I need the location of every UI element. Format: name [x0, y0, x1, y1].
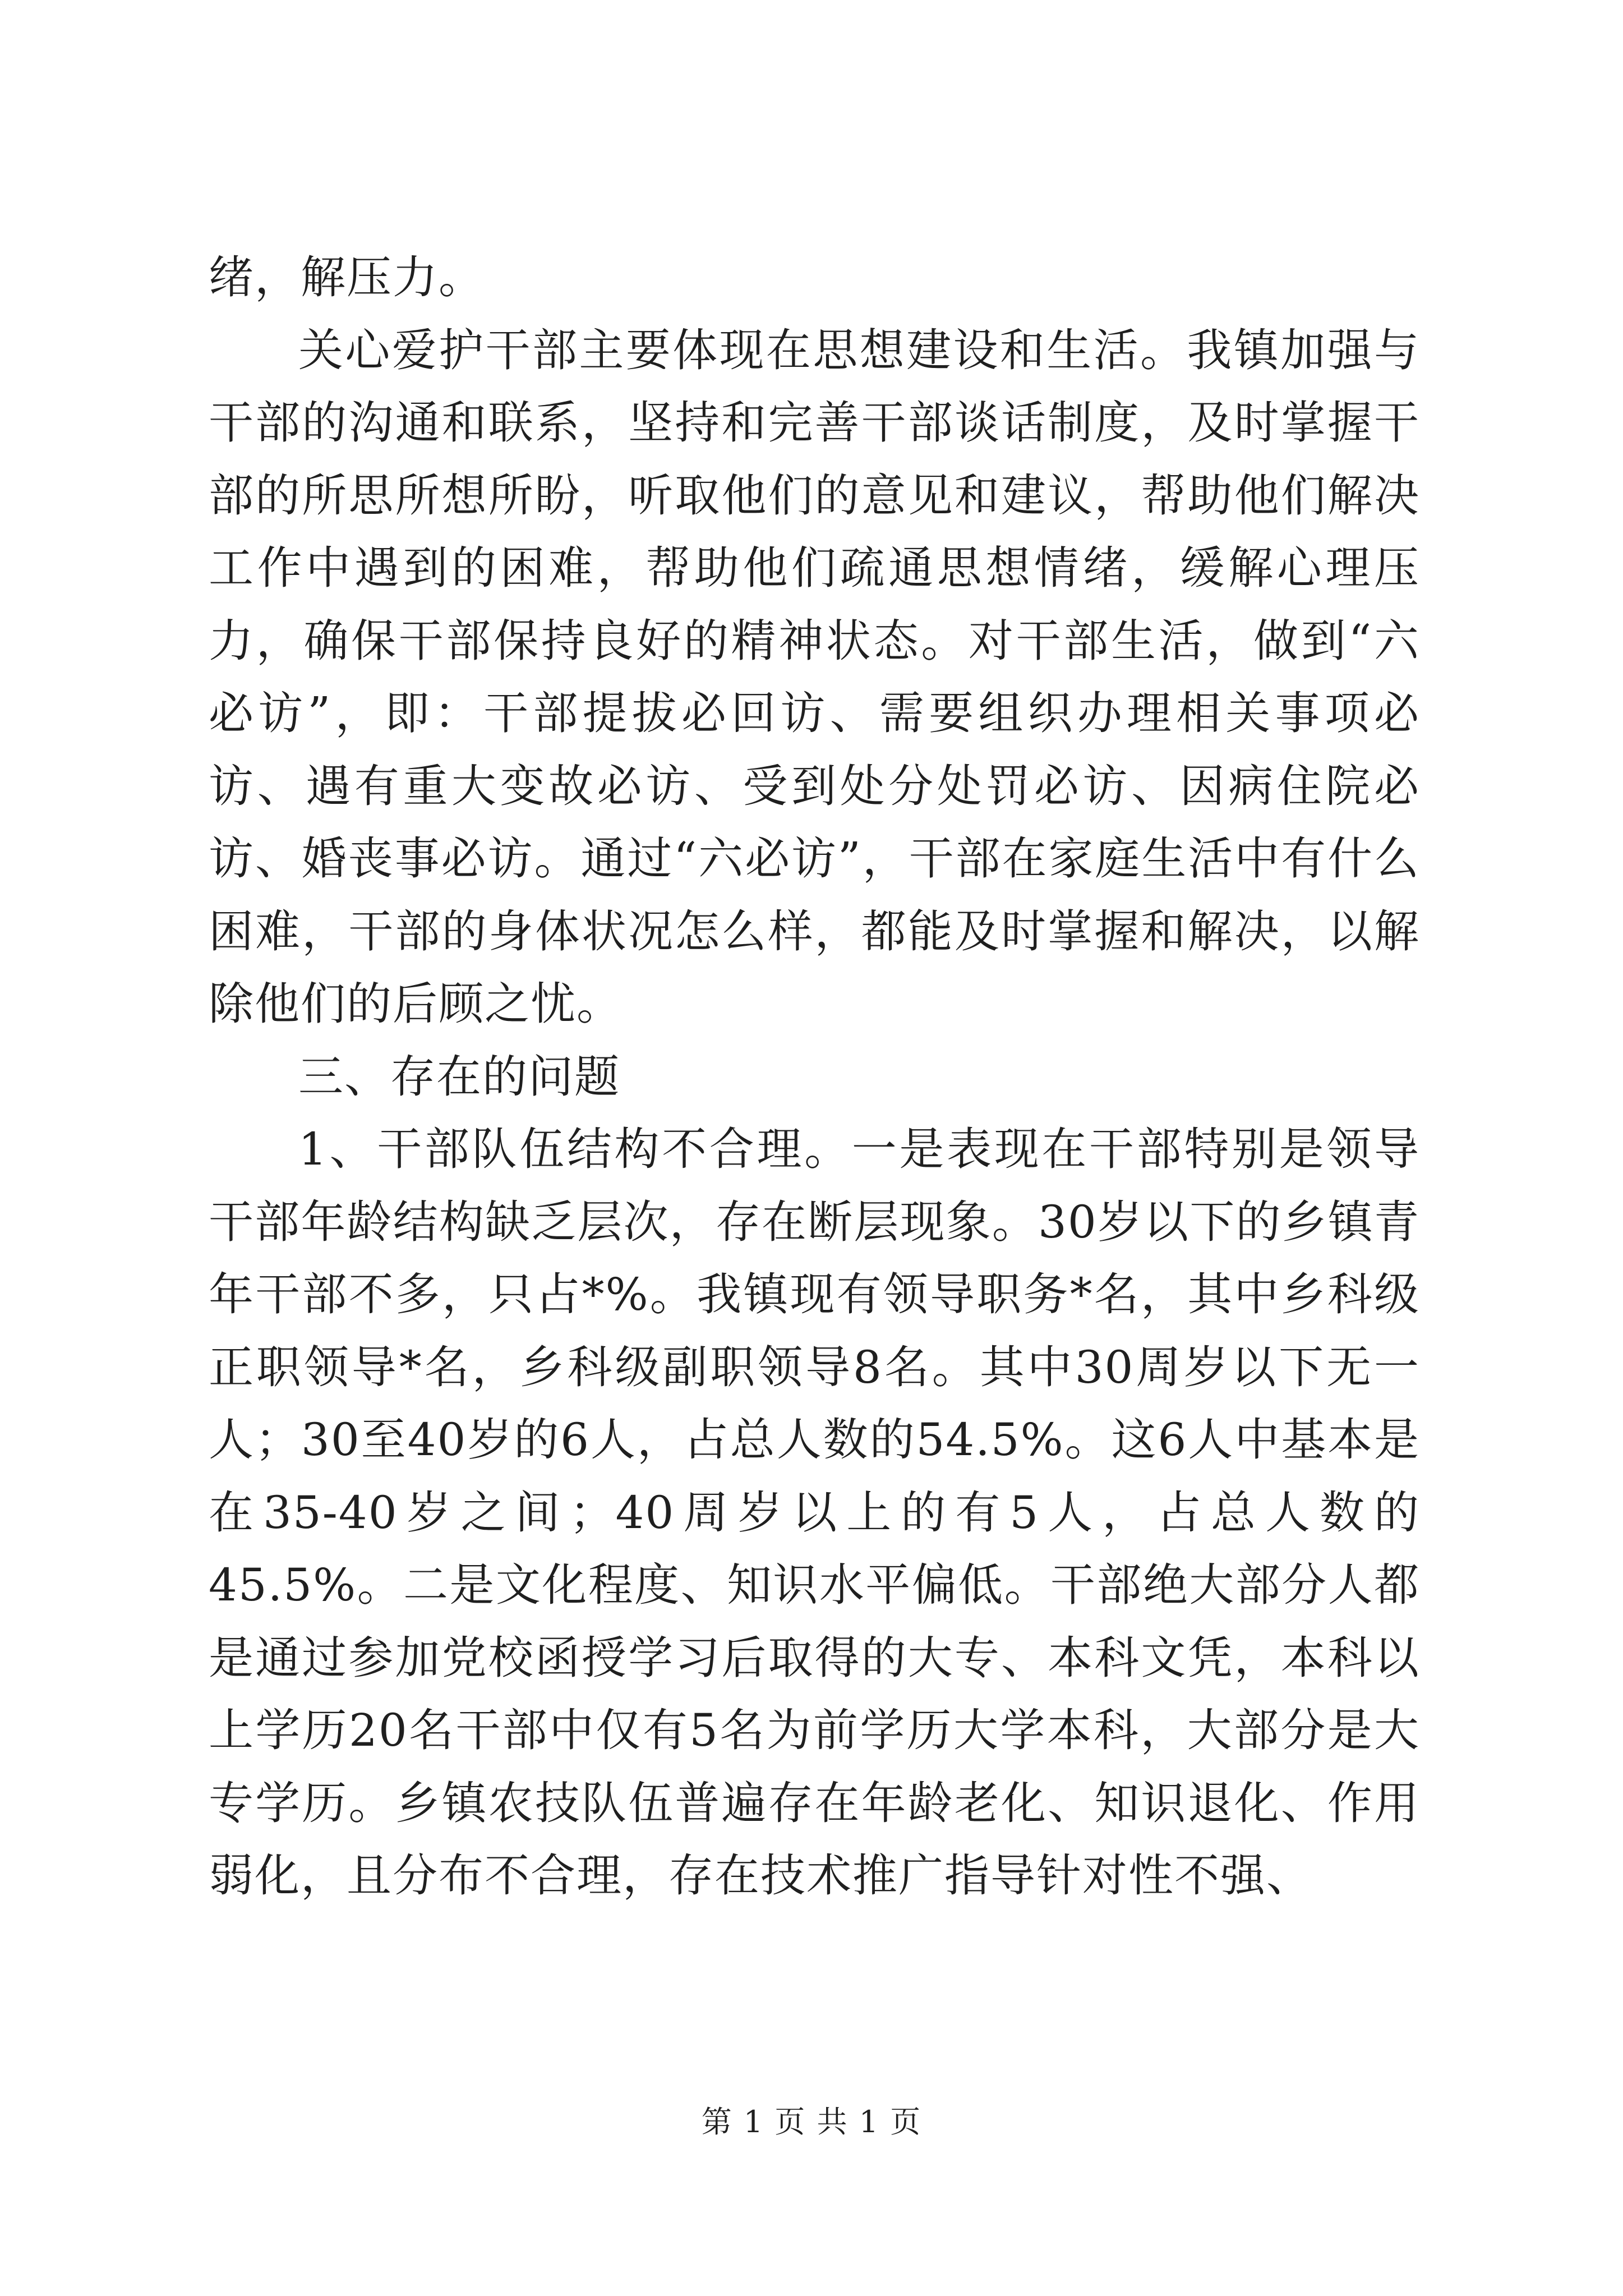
paragraph-continuation: 绪，解压力。	[209, 251, 485, 303]
page-number-footer: 第 1 页 共 1 页	[701, 2104, 922, 2139]
paragraph-caring-for-cadres: 关心爱护干部主要体现在思想建设和生活。我镇加强与干部的沟通和联系，坚持和完善干部谈话制度，及时掌握干部的所思所想所盼，听取他们的意见和建议，帮助他们解决工作中遇到的困难，帮助他们疏通思想情绪，缓解心理压力，确保干部保持良好的精神状态。对干部生活，做到“六必访”，即：干部提拔必回访、需要组织办理相关事项必访、遇有重大变故必访、受到处分处罚必访、因病住院必访、婚丧事必访。通过“六必访”，干部在家庭生活中有什么困难，干部的身体状况怎么样，都能及时掌握和解决，以解除他们的后顾之忧。	[209, 324, 1420, 1030]
document-body	[209, 241, 1420, 1912]
section-heading-problems: 三、存在的问题	[298, 1050, 620, 1103]
paragraph-structure-problem: 1、干部队伍结构不合理。一是表现在干部特别是领导干部年龄结构缺乏层次，存在断层现象。30岁以下的乡镇青年干部不多，只占*%。我镇现有领导职务*名，其中乡科级正职领导*名，乡科级副职领导8名。其中30周岁以下无一人；30至40岁的6人，占总人数的54.5%。这6人中基本是在35-40岁之间；40周岁以上的有5人，占总人数的45.5%。二是文化程度、知识水平偏低。干部绝大部分人都是通过参加党校函授学习后取得的大专、本科文凭，本科以上学历20名干部中仅有5名为前学历大学本科，大部分是大专学历。乡镇农技队伍普遍存在年龄老化、知识退化、作用弱化，且分布不合理，存在技术推广指导针对性不强、	[209, 1123, 1420, 1902]
